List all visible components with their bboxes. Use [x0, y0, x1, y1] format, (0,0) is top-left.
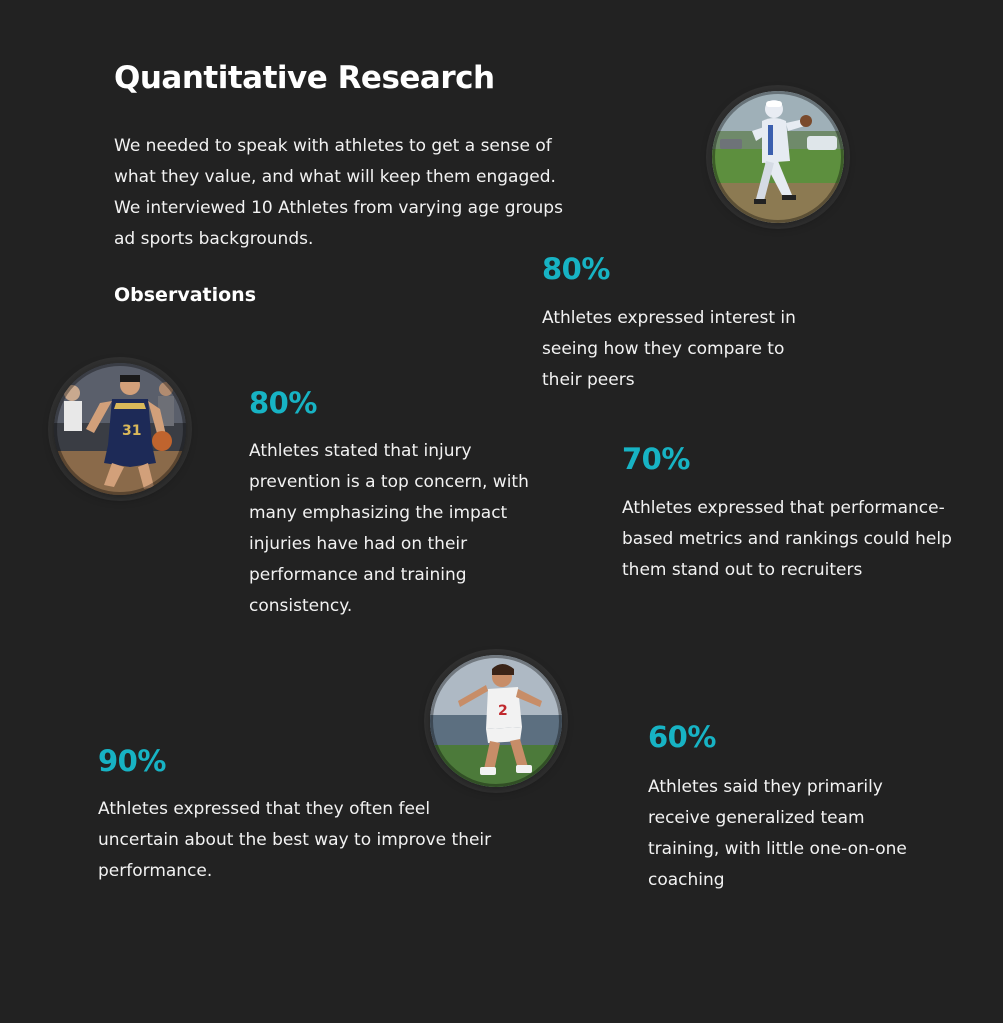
baseball-pitcher-photo: [712, 91, 844, 223]
stat-description: Athletes expressed that they often feel uncertain about the best way to improve their performance.: [98, 799, 492, 881]
stat-percent: 70%: [622, 442, 690, 476]
stat-percent: 80%: [542, 252, 610, 286]
stat-percent: 80%: [249, 386, 317, 420]
svg-text:31: 31: [122, 423, 142, 439]
intro-paragraph: We needed to speak with athletes to get a sense of what they value, and what will keep them engaged. We interviewed 10 Athletes from varying age groups ad sports backgrounds.: [114, 136, 563, 249]
observations-heading: Observations: [114, 284, 257, 306]
page-title: Quantitative Research: [114, 60, 495, 96]
stat-percent: 60%: [648, 720, 716, 754]
stat-description: Athletes stated that injury prevention is a top concern, with many emphasizing the impact injuries have had on their performance and training consistency.: [249, 441, 529, 616]
stat-description: Athletes said they primarily receive generalized team training, with little one-on-one coaching: [648, 777, 907, 890]
stat-description: Athletes expressed interest in seeing how they compare to their peers: [542, 308, 796, 390]
basketball-player-photo: [54, 363, 186, 495]
soccer-player-photo: [430, 655, 562, 787]
svg-text:2: 2: [498, 703, 508, 719]
stat-description: Athletes expressed that performance-based metrics and rankings could help them stand out to recruiters: [622, 498, 952, 580]
stat-percent: 90%: [98, 744, 166, 778]
